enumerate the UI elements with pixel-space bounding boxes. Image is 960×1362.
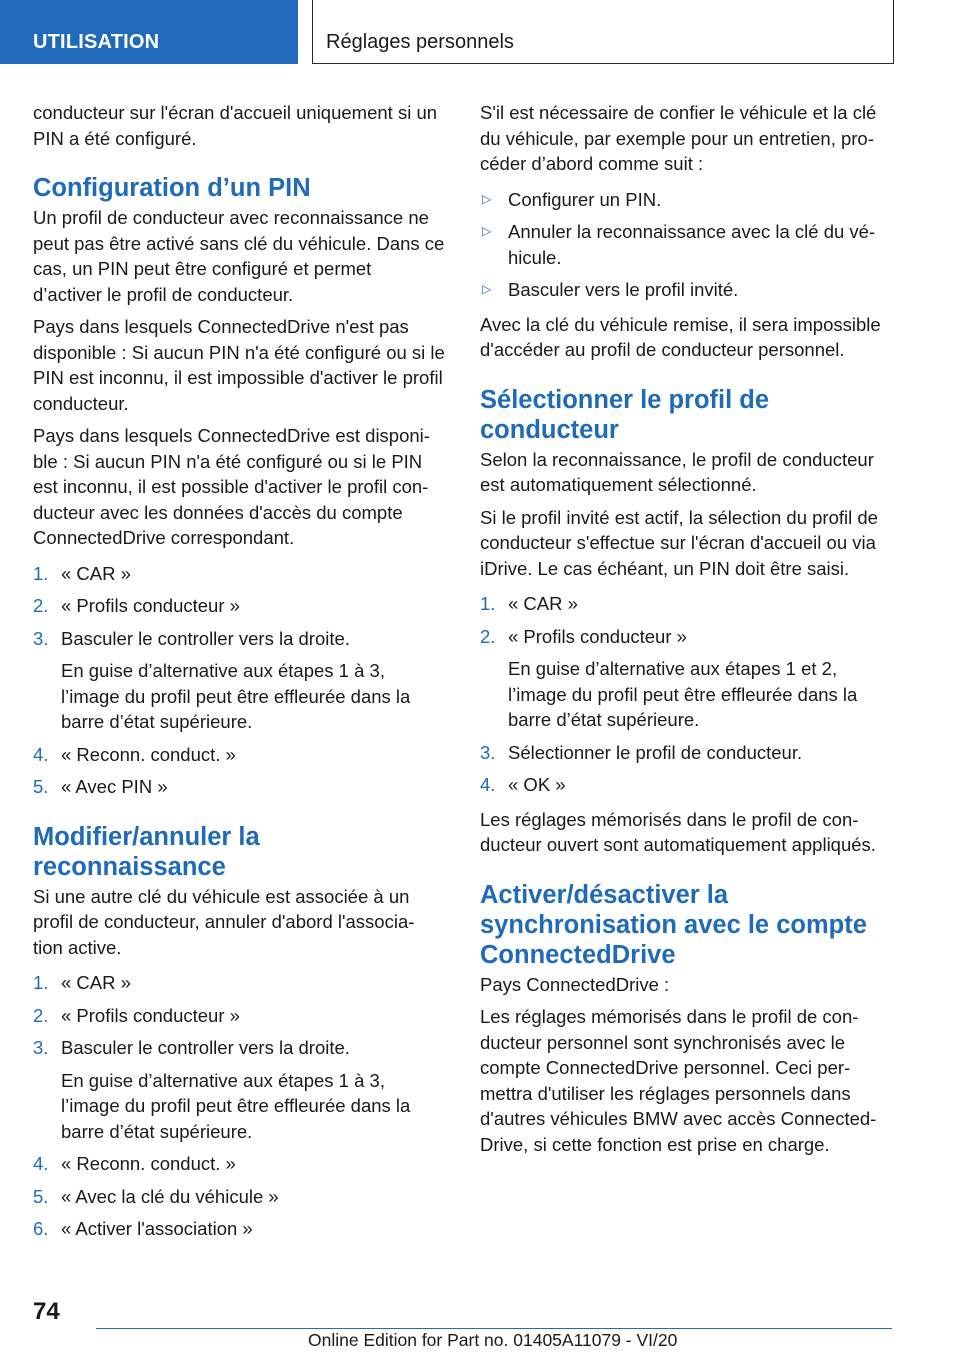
steps-list-select (480, 591, 892, 798)
heading-pin-configuration: Configuration d’un PIN (33, 174, 311, 202)
step-number: 3. (480, 741, 496, 763)
step-note: En guise d’alternative aux étapes 1 à 3, l’image du profil peut être effleurée dans la barre d’état supérieure. (61, 1069, 411, 1142)
list-item (33, 593, 445, 619)
list-item (33, 970, 445, 996)
right-column (480, 100, 892, 1164)
steps-list-pin (33, 561, 445, 800)
step-text: « CAR » (61, 562, 131, 584)
paragraph: Avec la clé du véhicule remise, il sera impossible d'accéder au profil de conducteur personnel. (480, 313, 881, 360)
paragraph: Pays dans lesquels ConnectedDrive est disponi‐ ble : Si aucun PIN n'a été configuré ou si le PIN est inconnu, il est possible d'activer le profil con‐ ducteur avec les données d'accès du compte ConnectedDrive correspondant. (33, 425, 430, 548)
bullet-text: Configurer un PIN. (508, 188, 662, 210)
paragraph: S'il est nécessaire de confier le véhicule et la clé du véhicule, par exemple pour un entretien, pro‐ céder d’abord comme suit : (480, 102, 877, 174)
list-item (480, 277, 892, 303)
step-text: Sélectionner le profil de conducteur. (508, 741, 803, 763)
step-number: 2. (480, 625, 496, 647)
step-number: 4. (33, 743, 49, 765)
list-item (33, 1151, 445, 1177)
list-item (33, 561, 445, 587)
step-text: « Reconn. conduct. » (61, 1153, 236, 1174)
triangle-bullet-icon: ▷ (482, 224, 492, 238)
left-column (33, 100, 445, 1251)
step-text: « Profils conducteur » (508, 625, 687, 647)
list-item (480, 187, 892, 213)
step-text: Basculer le controller vers la droite. (61, 1037, 350, 1058)
bullet-text: Annuler la reconnaissance avec la clé du vé‐ hicule. (508, 221, 876, 268)
step-number: 1. (33, 972, 49, 993)
step-text: « CAR » (61, 972, 131, 993)
triangle-bullet-icon: ▷ (482, 282, 492, 296)
heading-modify-recognition: Modifier/annuler la reconnaissance (33, 822, 260, 881)
step-number: 5. (33, 776, 49, 797)
list-item (33, 1003, 445, 1029)
step-text: « CAR » (508, 593, 578, 614)
paragraph: Les réglages mémorisés dans le profil de con‐ ducteur ouvert sont automatiquement appliqués. (480, 808, 876, 855)
list-item (33, 1216, 445, 1242)
triangle-bullet-icon: ▷ (482, 191, 492, 206)
footer-edition: Online Edition for Part no. 01405A11079 - VI/20 (308, 1330, 678, 1350)
paragraph: Pays ConnectedDrive : (480, 973, 670, 995)
step-text: « Profils conducteur » (61, 595, 240, 616)
steps-list-modify (33, 970, 445, 1242)
bullet-text: Basculer vers le profil invité. (508, 279, 739, 300)
bullet-list (480, 187, 892, 303)
step-number: 3. (33, 1037, 49, 1058)
step-number: 6. (33, 1218, 49, 1239)
paragraph: Pays dans lesquels ConnectedDrive n'est pas disponible : Si aucun PIN n'a été configuré ou si le PIN est inconnu, il est impossible d'activer le profil conducteur. (33, 316, 445, 414)
step-number: 2. (33, 595, 49, 616)
list-item (480, 624, 892, 733)
list-item (480, 591, 892, 617)
paragraph: Si une autre clé du véhicule est associée à un profil de conducteur, annuler d'abord l'associa‐ tion active. (33, 885, 415, 958)
section-tab: UTILISATION (0, 0, 298, 64)
list-item (33, 774, 445, 800)
list-item (33, 1184, 445, 1210)
paragraph: Si le profil invité est actif, la sélection du profil de conducteur s'effectue sur l'écran d'accueil ou via iDrive. Le cas échéant, un PIN doit être saisi. (480, 506, 878, 579)
step-text: « Reconn. conduct. » (61, 743, 236, 765)
page-number: 74 (33, 1298, 60, 1325)
step-number: 5. (33, 1185, 49, 1207)
step-text: « OK » (508, 774, 566, 795)
step-text: « Activer l'association » (61, 1218, 253, 1239)
intro-paragraph: conducteur sur l'écran d'accueil uniquement si un PIN a été configuré. (33, 102, 438, 149)
heading-sync-connecteddrive: Activer/désactiver la synchronisation avec le compte ConnectedDrive (480, 880, 867, 969)
step-number: 4. (480, 774, 496, 795)
step-text: « Profils conducteur » (61, 1004, 240, 1026)
paragraph: Un profil de conducteur avec reconnaissance ne peut pas être activé sans clé du véhicule. Dans ce cas, un PIN peut être configuré et permet d’activer le profil de conducteur. (33, 207, 445, 305)
paragraph: Selon la reconnaissance, le profil de conducteur est automatiquement sélectionné. (480, 448, 874, 495)
list-item (33, 742, 445, 768)
paragraph: Les réglages mémorisés dans le profil de con‐ ducteur personnel sont synchronisés avec le compte ConnectedDrive personnel. Ceci per‐ mettra d'utiliser les réglages personnels dans d'autres véhicules BMW avec accès Connected‐ Drive, si cette fonction est prise en charge. (480, 1006, 877, 1155)
step-number: 2. (33, 1004, 49, 1026)
list-item (480, 219, 892, 270)
list-item (33, 626, 445, 735)
step-text: « Avec PIN » (61, 776, 168, 797)
page-header-title: Réglages personnels (312, 0, 894, 64)
step-number: 1. (33, 562, 49, 584)
list-item (33, 1035, 445, 1144)
step-note: En guise d’alternative aux étapes 1 et 2, l’image du profil peut être effleurée dans la barre d’état supérieure. (508, 658, 858, 730)
heading-select-profile: Sélectionner le profil de conducteur (480, 385, 770, 444)
step-text: Basculer le controller vers la droite. (61, 627, 350, 649)
step-text: « Avec la clé du véhicule » (61, 1185, 279, 1207)
footer-divider (96, 1328, 892, 1329)
list-item (480, 740, 892, 766)
step-number: 3. (33, 627, 49, 649)
step-number: 1. (480, 593, 496, 614)
step-number: 4. (33, 1153, 49, 1174)
step-note: En guise d’alternative aux étapes 1 à 3, l’image du profil peut être effleurée dans la barre d’état supérieure. (61, 660, 411, 732)
list-item (480, 772, 892, 798)
